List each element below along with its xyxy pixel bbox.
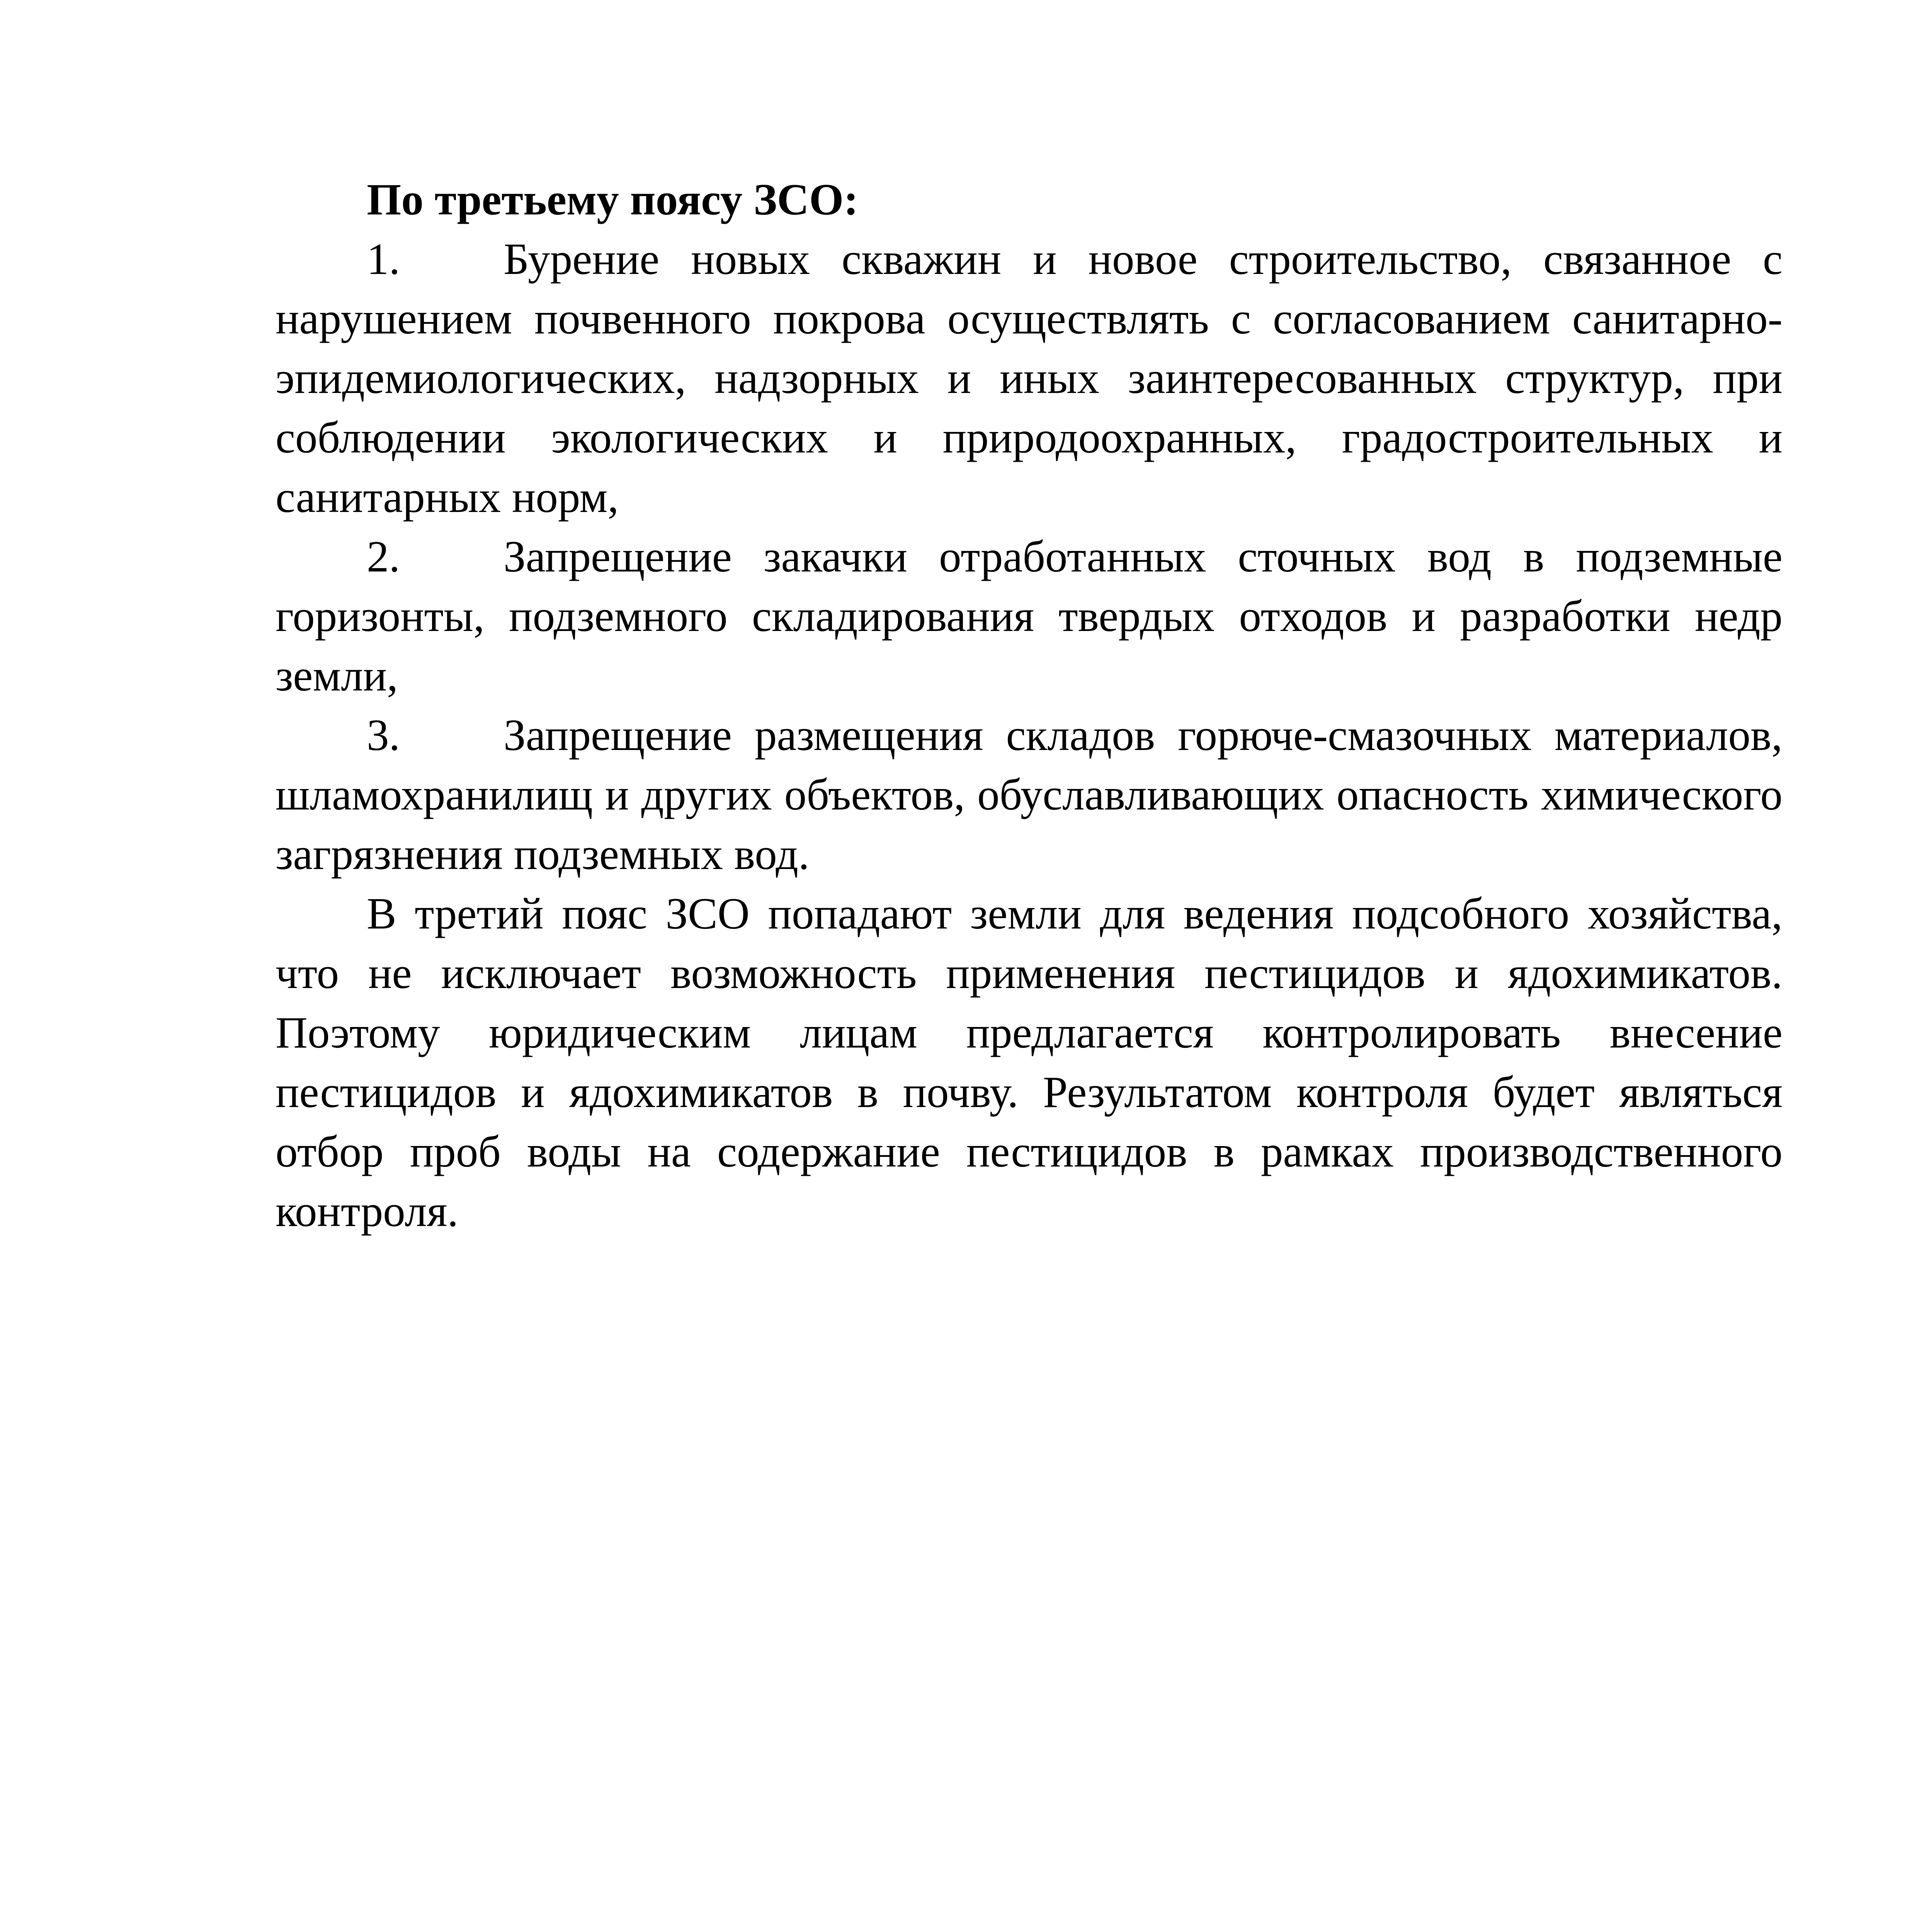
list-item-number: 2. bbox=[367, 532, 400, 581]
list-item-number: 3. bbox=[367, 711, 400, 760]
list-item-text: Бурение новых скважин и новое строительство, связанное с нарушением почвенного покрова осуществлять с согласованием санитарно-эпидемиологических, надзорных и иных заинтересованных структур, при соблюдении экологических и природоохранных, градостроительных и санитарных норм, bbox=[276, 235, 1783, 522]
body-paragraph: В третий пояс ЗСО попадают земли для ведения подсобного хозяйства, что не исключает возможность применения пестицидов и ядохимикатов. Поэтому юридическим лицам предлагается контролировать внесение пестицидов и ядохимикатов в почву. Результатом контроля будет являться отбор проб воды на содержание пестицидов в рамках производственного контроля. bbox=[276, 889, 1783, 1236]
list-item bbox=[276, 527, 1783, 706]
list-item-text: Запрещение размещения складов горюче-смазочных материалов, шламохранилищ и других объектов, обуславливающих опасность химического загрязнения подземных вод. bbox=[276, 711, 1783, 879]
list-item bbox=[276, 230, 1783, 527]
section-heading: По третьему поясу ЗСО: bbox=[367, 175, 859, 224]
list-item-number: 1. bbox=[367, 235, 400, 284]
document-body bbox=[276, 170, 1783, 1241]
list-item bbox=[276, 706, 1783, 884]
list-item-text: Запрещение закачки отработанных сточных вод в подземные горизонты, подземного складирования твердых отходов и разработки недр земли, bbox=[276, 532, 1783, 700]
